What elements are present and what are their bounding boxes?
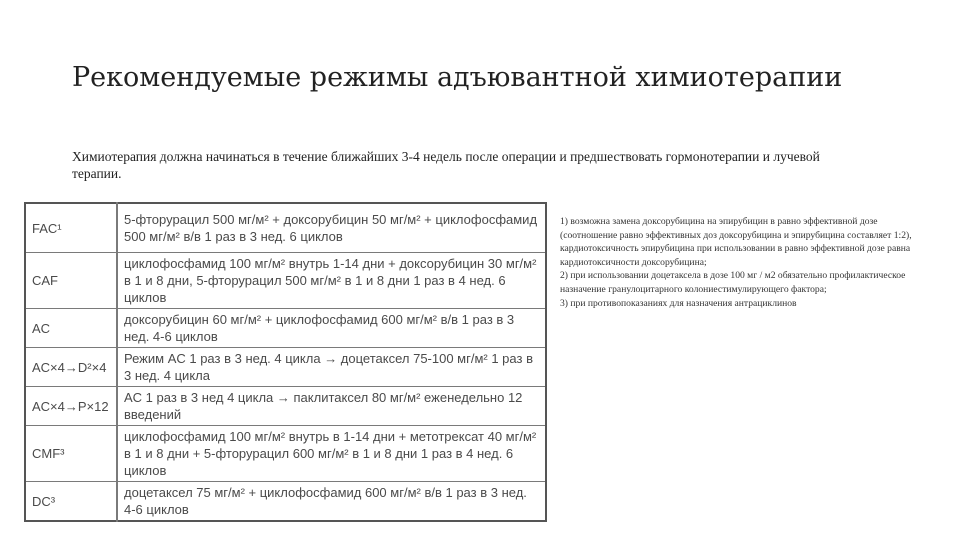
table-row: [25, 253, 546, 309]
regimen-description: доксорубицин 60 мг/м² + циклофосфамид 600 мг/м² в/в 1 раз в 3 нед. 4-6 циклов: [117, 309, 546, 348]
regimen-name: DC³: [25, 482, 117, 522]
table-row: [25, 348, 546, 387]
table-row: [25, 426, 546, 482]
regimen-description: Режим AC 1 раз в 3 нед. 4 цикла → доцетаксел 75-100 мг/м² 1 раз в 3 нед. 4 цикла: [117, 348, 546, 387]
footnotes: [560, 215, 930, 310]
table-row: [25, 482, 546, 522]
slide-title: Рекомендуемые режимы адъювантной химиотерапии: [72, 62, 843, 93]
regimen-description: циклофосфамид 100 мг/м² внутрь 1-14 дни + доксорубицин 30 мг/м² в 1 и 8 дни, 5-фторурацил 500 мг/м² в 1 и 8 дни 1 раз в 4 нед. 6 циклов: [117, 253, 546, 309]
footnote-3: 3) при противопоказаниях для назначения антрациклинов: [560, 297, 797, 309]
regimen-name: CAF: [25, 253, 117, 309]
regimen-name: AC: [25, 309, 117, 348]
table-row: [25, 309, 546, 348]
regimen-name: CMF³: [25, 426, 117, 482]
regimen-description: 5-фторурацил 500 мг/м² + доксорубицин 50 мг/м² + циклофосфамид 500 мг/м² в/в 1 раз в 3 нед. 6 циклов: [117, 203, 546, 253]
table-row: [25, 203, 546, 253]
footnote-1: 1) возможна замена доксорубицина на эпирубицин в равно эффективной дозе (соотношение равно эффективных доз доксорубицина и эпирубицина составляет 1:2), кардиотоксичность эпирубицина при использовании в равно эффективной дозе равна кардиотоксичности доксорубицина;: [560, 216, 912, 268]
intro-paragraph: Химиотерапия должна начинаться в течение ближайших 3-4 недель после операции и предшествовать гормонотерапии и лучевой терапии.: [72, 149, 820, 181]
regimen-description: AC 1 раз в 3 нед 4 цикла → паклитаксел 80 мг/м² еженедельно 12 введений: [117, 387, 546, 426]
regimen-description: циклофосфамид 100 мг/м² внутрь в 1-14 дни + метотрексат 40 мг/м² в 1 и 8 дни + 5-фторурацил 600 мг/м² в 1 и 8 дни 1 раз в 4 нед. 6 циклов: [117, 426, 546, 482]
regimen-table: [24, 202, 547, 522]
footnote-2: 2) при использовании доцетаксела в дозе 100 мг / м2 обязательно профилактическое назначение гранулоцитарного колониестимулирующего фактора;: [560, 270, 906, 295]
regimen-name: AC×4→P×12: [25, 387, 117, 426]
regimen-name: AC×4→D²×4: [25, 348, 117, 387]
regimen-name: FAC¹: [25, 203, 117, 253]
table-row: [25, 387, 546, 426]
regimen-description: доцетаксел 75 мг/м² + циклофосфамид 600 мг/м² в/в 1 раз в 3 нед. 4-6 циклов: [117, 482, 546, 522]
